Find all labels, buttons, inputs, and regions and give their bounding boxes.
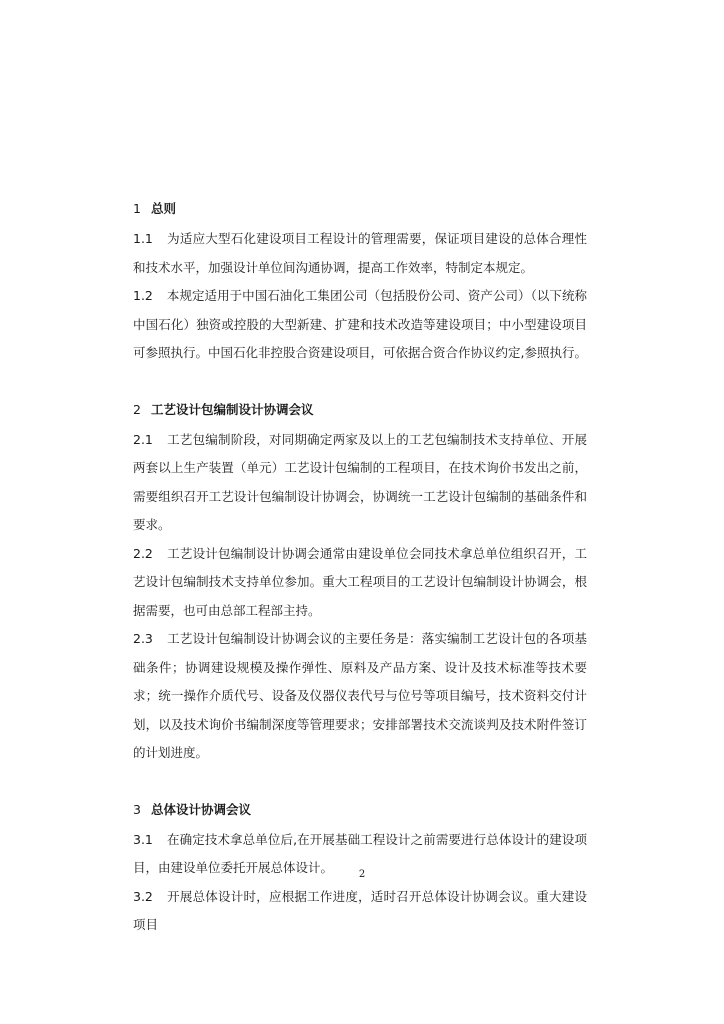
section-title: 总则 bbox=[151, 201, 177, 216]
clause-number: 1.2 bbox=[133, 288, 153, 303]
section-number: 2 bbox=[133, 401, 141, 417]
clause-paragraph bbox=[133, 540, 587, 626]
section-number: 1 bbox=[133, 201, 141, 216]
section-heading bbox=[133, 401, 587, 418]
clause-number: 3.1 bbox=[133, 831, 153, 847]
clause-paragraph bbox=[133, 426, 587, 540]
clause-text: 工艺包编制阶段，对同期确定两家及以上的工艺包编制技术支持单位、开展两套以上生产装置（单元）工艺设计包编制的工程项目，在技术询价书发出之前，需要组织召开工艺设计包编制设计协调会，协调统一工艺设计包编制的基础条件和要求。 bbox=[133, 431, 587, 532]
section-title: 工艺设计包编制设计协调会议 bbox=[151, 401, 314, 417]
clause-paragraph bbox=[133, 225, 587, 282]
page-number: 2 bbox=[358, 869, 366, 880]
clause-text: 为适应大型石化建设项目工程设计的管理需要，保证项目建设的总体合理性和技术水平，加强设计单位间沟通协调，提高工作效率，特制定本规定。 bbox=[133, 231, 587, 275]
clause-text: 工艺设计包编制设计协调会议的主要任务是：落实编制工艺设计包的各项基础条件；协调建设规模及操作弹性、原料及产品方案、设计及技术标准等技术要求；统一操作介质代号、设备及仪器仪表代号与位号等项目编号，技术资料交付计划，以及技术询价书编制深度等管理要求；安排部署技术交流谈判及技术附件签订的计划进度。 bbox=[133, 631, 587, 760]
clause-number: 2.1 bbox=[133, 431, 153, 447]
clause-paragraph bbox=[133, 282, 587, 368]
clause-number: 1.1 bbox=[133, 231, 153, 246]
clause-number: 2.3 bbox=[133, 631, 153, 646]
clause-number: 2.2 bbox=[133, 545, 153, 561]
document-body bbox=[133, 200, 587, 940]
clause-text: 本规定适用于中国石油化工集团公司（包括股份公司、资产公司）（以下统称中国石化）独资或控股的大型新建、扩建和技术改造等建设项目；中小型建设项目可参照执行。中国石化非控股合资建设项目，可依据合资合作协议约定,参照执行。 bbox=[133, 288, 587, 360]
clause-number: 3.2 bbox=[133, 888, 153, 904]
section-heading bbox=[133, 801, 587, 818]
section-number: 3 bbox=[133, 801, 141, 817]
clause-paragraph bbox=[133, 625, 587, 768]
clause-text: 开展总体设计时，应根据工作进度，适时召开总体设计协调会议。重大建设项目 bbox=[133, 888, 587, 932]
section-heading bbox=[133, 200, 587, 217]
section-spacer bbox=[133, 768, 587, 801]
section-title: 总体设计协调会议 bbox=[151, 801, 252, 817]
section-spacer bbox=[133, 368, 587, 401]
clause-text: 工艺设计包编制设计协调会通常由建设单位会同技术拿总单位组织召开，工艺设计包编制技术支持单位参加。重大工程项目的工艺设计包编制设计协调会，根据需要，也可由总部工程部主持。 bbox=[133, 545, 587, 618]
clause-paragraph bbox=[133, 883, 587, 940]
clause-text: 在确定技术拿总单位后,在开展基础工程设计之前需要进行总体设计的建设项目，由建设单位委托开展总体设计。 bbox=[133, 831, 587, 875]
